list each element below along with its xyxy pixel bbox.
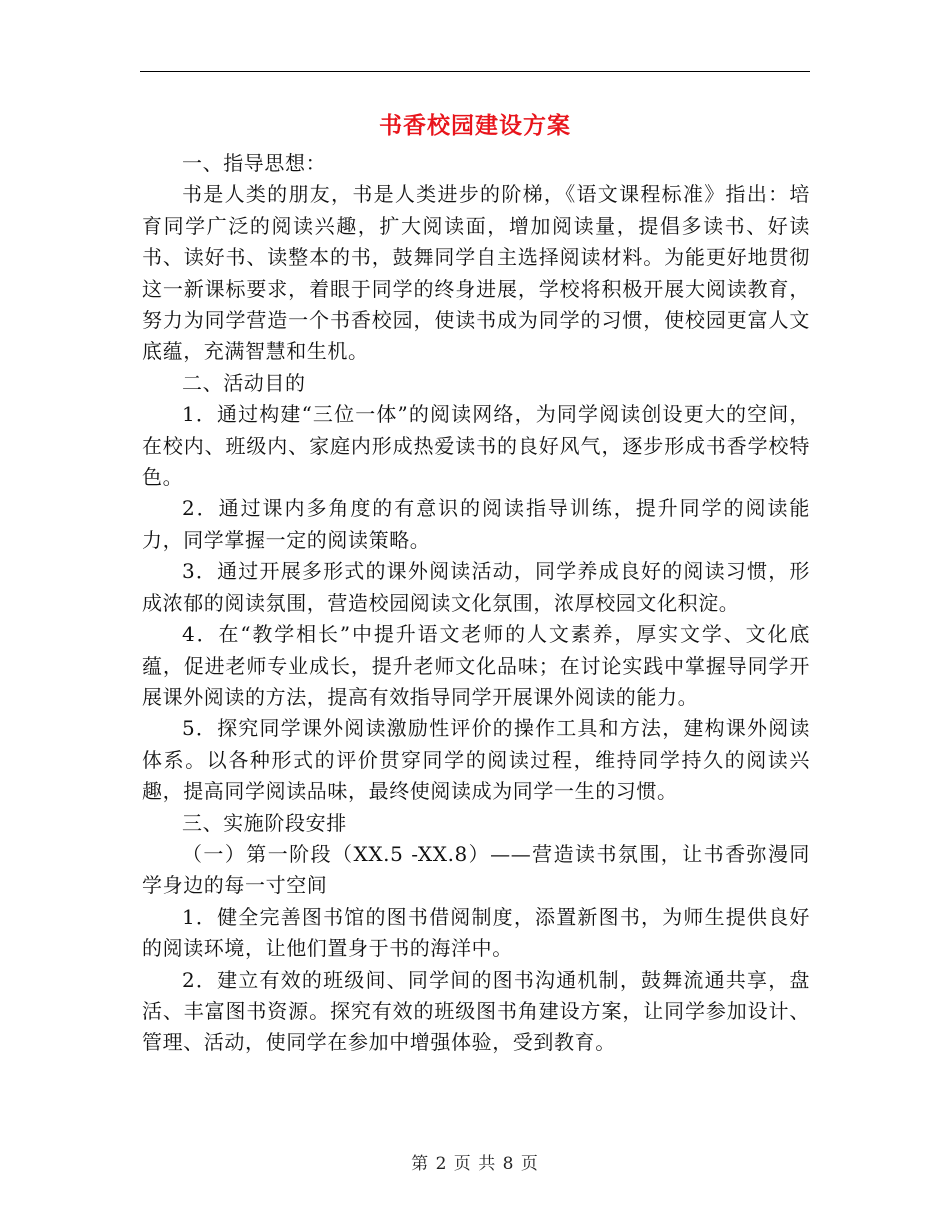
purpose-item-1: 1．通过构建“三位一体”的阅读网络，为同学阅读创设更大的空间，在校内、班级内、家庭内形成热爱读书的良好风气，逐步形成书香学校特色。 [142,402,810,490]
heading-activity-purpose: 二、活动目的 [182,370,306,395]
header-rule [140,71,810,72]
page-number: 第 2 页 共 8 页 [411,1154,539,1174]
document-title: 书香校园建设方案 [379,112,571,139]
document-body [142,148,810,1059]
purpose-item-4: 4．在“教学相长”中提升语文老师的人文素养，厚实文学、文化底蕴，促进老师专业成长，提升老师文化品味；在讨论实践中掌握导同学开展课外阅读的方法，提高有效指导同学开展课外阅读的能力。 [142,622,810,709]
heading-guiding-ideology: 一、指导思想： [182,151,327,175]
purpose-item-3: 3．通过开展多形式的课外阅读活动，同学养成良好的阅读习惯，形成浓郁的阅读氛围，营造校园阅读文化氛围，浓厚校园文化积淀。 [142,559,810,615]
purpose-item-5: 5．探究同学课外阅读激励性评价的操作工具和方法，建构课外阅读体系。以各种形式的评价贯穿同学的阅读过程，维持同学持久的阅读兴趣，提高同学阅读品味，最终使阅读成为同学一生的习惯。 [142,716,810,804]
purpose-item-2: 2．通过课内多角度的有意识的阅读指导训练，提升同学的阅读能力，同学掌握一定的阅读策略。 [142,496,810,552]
stage-1-item-1: 1．健全完善图书馆的图书借阅制度，添置新图书，为师生提供良好的阅读环境，让他们置身于书的海洋中。 [142,904,810,961]
stage-1-item-2: 2．建立有效的班级间、同学间的图书沟通机制，鼓舞流通共享，盘活、丰富图书资源。探究有效的班级图书角建设方案，让同学参加设计、管理、活动，使同学在参加中增强体验，受到教育。 [142,967,810,1055]
paragraph-guiding-ideology: 书是人类的朋友，书是人类进步的阶梯，《语文课程标准》指出：培育同学广泛的阅读兴趣，扩大阅读面，增加阅读量，提倡多读书、好读书、读好书、读整本的书，鼓舞同学自主选择阅读材料。为能更好地贯彻这一新课标要求，着眼于同学的终身进展，学校将积极开展大阅读教育，努力为同学营造一个书香校园，使读书成为同学的习惯，使校园更富人文底蕴，充满智慧和生机。 [142,182,810,364]
heading-implementation-stages: 三、实施阶段安排 [182,810,347,835]
stage-1-heading: （一）第一阶段（XX.5 -XX.8）——营造读书氛围，让书香弥漫同学身边的每一寸空间 [142,841,810,898]
